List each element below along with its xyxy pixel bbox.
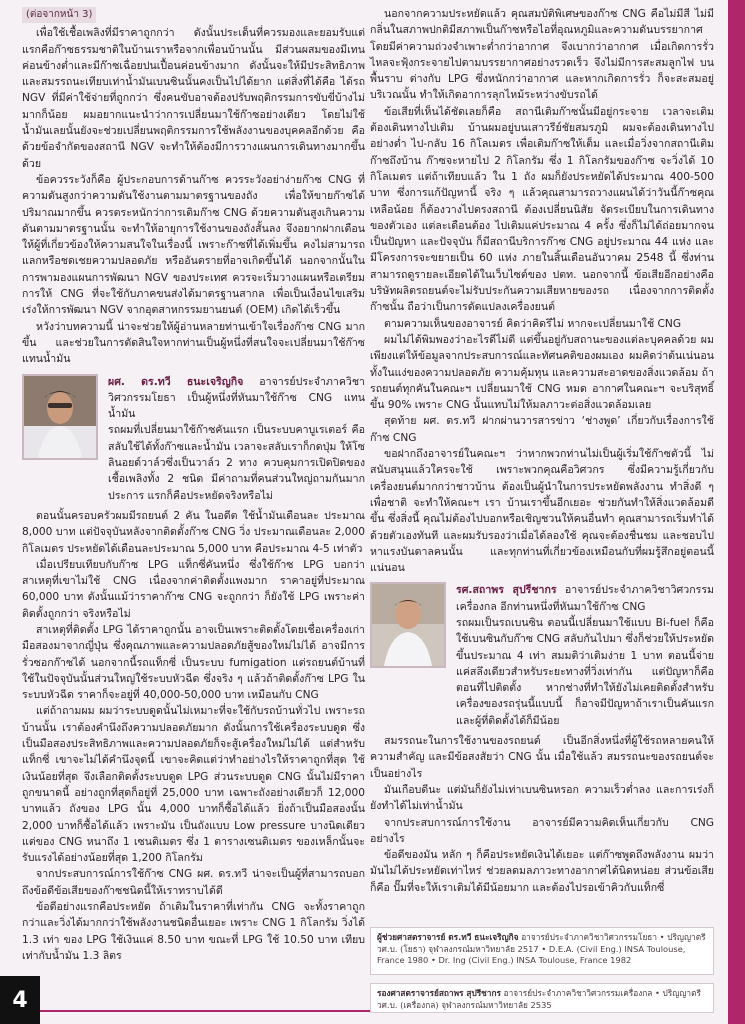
paragraph: ข้อดีของมัน หลัก ๆ ก็คือประหยัดเงินได้เยอะ แต่ก๊าซพูดถึงพลังงาน ผมว่ามันไม่ได้ประหยัดเท่าไหร่ ช่วยลดมลภาวะทางอากาศได้นิดหน่อย ส่วนข้อเสียก็คือ ปั๊มที่จะให้เราเติมได้มีน้อยมาก และต้องไปรอเข้าคิวกับแท็กซี่ — [370, 849, 714, 894]
page-divider — [40, 1010, 370, 1012]
paragraph: ตอนนั้นครอบครัวผมมีรถยนต์ 2 คัน ในอดีต ใช้น้ำมันเดือนละ ประมาณ 8,000 บาท แต่ปัจจุบันหลังจากติดตั้งก๊าซ CNG วิ่ง ประมาณเดือนละ 2,000 กิโลเมตร ประหยัดได้เดือนละประมาณ 5,000 บาท คือประมาณ 4-5 เท่าตัว — [22, 509, 365, 555]
page-number: 4 — [0, 976, 40, 1024]
paragraph: ขอฝากถึงอาจารย์ในคณะฯ ว่าหากพวกท่านไม่เป็นผู้เริ่มใช้ก๊าซตัวนี้ ไม่สนับสนุนแล้วใครจะใช้ เพราะพวกคุณคือวิศวกร ซึ่งมีความรู้เกี่ยวกับเครื่องยนต์มากกว่าชาวบ้าน ต้องเป็นผู้นำในการประหยัดพลังงาน ทำสิ่งดี ๆ เพื่อชาติ จะทำให้คณะฯ เรา บ้านเราขึ้นอีกเยอะ ช่วยกันทำให้สิ่งแวดล้อมดีขึ้น ซึ่งสิ่งนี้ คุณไม่ต้องไปบอกหรือเชิญชวนให้คนอื่นทำ คุณสามารถเริ่มทำได้ด้วยตัวเองทันที และผมรับรองว่าเมื่อได้ลองใช้ คุณจะต้องชื่นชม และชอบไปหาแรงบันดาลคนนั้น และทุกท่านที่เกี่ยวข้องเหมือนกับที่ผมรู้สึกอยู่ตอนนี้แน่นอน — [370, 448, 714, 575]
paragraph: ข้อควรระวังก็คือ ผู้ประกอบการด้านก๊าซ ควรระวังอย่าง่ายก๊าซ CNG ที่ความดันสูงกว่าความดันใช้งานตามมาตรฐานของถัง เพื่อให้ขายก๊าซได้ปริมาณมากขึ้น ควรตระหนักว่าการเติมก๊าซ CNG ด้วยความดันสูงเกินความดันตามมาตรฐานนั้น จะทำให้อายุการใช้งานของถังสั้นลง จึงอยากฝากเตือนให้ผู้ที่เกี่ยวข้องให้ความสนใจในเรื่องนี้ เพราะก๊าซที่ได้เพิ่มขึ้น คงไม่สามารถแลกหรือชดเชยความปลอดภัย หรืออันตรายที่อาจเกิดขึ้นได้ นอกจากนั้นในการพามองแผนการพัฒนา NGV ของประเทศ ควรจะเริ่มวางแผนหรือเตรียมการให้ CNG ที่จะใช้กับภาคขนส่งได้มาตรฐานสากล เพื่อเป็นเงื่อนไขเสริม เร่งให้การพัฒนา NGV จากอุตสาหกรรมยานยนต์ (OEM) เกิดได้เร็วขึ้น — [22, 173, 365, 317]
portrait-photo-1 — [22, 374, 98, 460]
speaker-intro: อาจารย์ประจำภาควิชาวิศวกรรมเครื่องกล อีกท่านหนึ่งที่หันมาใช้ก๊าซ CNG — [456, 584, 714, 613]
paragraph: ข้อดีอย่างแรกคือประหยัด ถ้าเติมในราคาที่เท่ากัน CNG จะทั้งราคาถูกกว่าและวิ่งได้มากกว่าใช้พลังงานชนิดอื่นเยอะ เพราะ CNG 1 กิโลกรัม วิ่งได้ 1.3 เท่า ของ LPG ใช้เงินแค่ 8.50 บาท ขณะที่ LPG ใช้ 10.50 บาท เทียบเท่ากับน้ำมัน 1.3 ลิตร — [22, 901, 365, 962]
accent-band — [728, 0, 745, 1024]
paragraph: แต่ถ้าถามผม ผมว่าระบบดูดนั้นไม่เหมาะที่จะใช้กับรถบ้านทั่วไป เพราะรถบ้านนั้น เราต้องคำนึงถึงความปลอดภัยมาก ดังนั้นการใช้เครื่องระบบดูด ซึ่งเป็นมือสองประสิทธิภาพและความปลอดภัยก็จะสู้เครื่องใหม่ไม่ได้ แต่สำหรับแท็กซี่ เขาจะไม่ได้คำนึงจุดนี้ เขาจะคิดแต่ว่าทำอย่างไรให้ราคาถูกที่สุด ใช้เงินน้อยที่สุด จึงเลือกติดตั้งระบบดูด LPG ส่วนระบบดูด CNG นั้นไม่มีราคาถูกขนาดนี้ อย่างถูกที่สุดก็อยู่ที่ 25,000 บาท เฉพาะถังอย่างเดียวก็ 12,000 บาทแล้ว ถังของ LPG นั้น 4,000 บาทก็ซื้อได้แล้ว ยิ่งถ้าเป็นมือสองนั้น 2,000 บาทก็ซื้อได้แล้ว เพราะมัน เป็นถังแบบ Low pressure บางนิดเดียว แต่ของ CNG หนาถึง 1 เซนติเมตร ซึ่ง 1 ตารางเซนติเมตร ของเหล็กนั้นจะรับแรงได้อย่างน้อยที่สุด 1,200 กิโลกรัม — [22, 705, 365, 865]
paragraph: สมรรถนะในการใช้งานของรถยนต์ เป็นอีกสิ่งหนึ่งที่ผู้ใช้รถหลายคนให้ความสำคัญ และมีข้อสงสัยว่า CNG นั้น เมื่อใช้แล้ว สมรรถนะของรถยนต์จะเป็นอย่างไร — [370, 735, 714, 780]
speaker-quote: รถผมที่เปลี่ยนมาใช้ก๊าซคันแรก เป็นระบบคาบูเรเตอร์ คือสลับใช้ได้ทั้งก๊าซและน้ำมัน เวลาจะสลับเราก็กดปุ่ม ให้โซลินอยด์วาล์วซึ่งเป็นวาล์ว 2 ทาง ควบคุมการเปิดปิดของเชื้อเพลิงทั้ง 2 ชนิด มีค่าถามที่คนส่วนใหญ่ถามกันมาก ประการ แรกก็คือประหยัดจริงหรือไม่ — [108, 424, 365, 502]
paragraph: จากประสบการณ์การใช้งาน อาจารย์มีความคิดเห็นเกี่ยวกับ CNG อย่างไร — [370, 816, 714, 845]
portrait-photo-icon — [372, 584, 444, 666]
paragraph: นอกจากความประหยัดแล้ว คุณสมบัติพิเศษของก๊าซ CNG คือไม่มีสี ไม่มีกลิ่นในสภาพปกติมีสภาพเป็นก๊าซหรือไอที่อุณหภูมิและความดันบรรยากาศ โดยมีค่าความถ่วงจำเพาะต่ำกว่าอากาศ จึงเบากว่าอากาศ เมื่อเกิดการรั่วไหลจะฟุ้งกระจายไปตามบรรยากาศอย่างรวดเร็ว จึงไม่มีการสะสมลูกไฟ บนพื้นราบ ต่างกับ LPG ซึ่งหนักกว่าอากาศ และหากเกิดการรั่ว ก็จะสะสมอยู่บริเวณนั้น ทำให้เกิดอาการลุกไหม้ระหว่างขับรถได้ — [370, 8, 714, 102]
bio-name: รองศาสตราจารย์สถาพร สุปรีชากร — [377, 988, 501, 998]
portrait-photo-2 — [370, 582, 446, 668]
bio-box — [370, 927, 714, 975]
paragraph: ผมไม่ได้พิมพองว่าอะไรดีไม่ดี แต่ขึ้นอยู่กับสถานะของแต่ละบุคคลด้วย ผมเพียงแต่ให้ข้อมูลจากประสบการณ์และทัศนคติของผมเอง ผมคิดว่าต้นเน่นอน ทั้งในแง่ของความปลอดภัย ความคุ้มทุน และความสะอาดของสิ่งแวดล้อม ถ้ารถยนต์ทุกคันในคณะฯ เปลี่ยนมาใช้ CNG หมด อากาศในคณะฯ จะบริสุทธิ์ขึ้น 90% เพราะ CNG นั้นแทบไม่ให้มลภาวะต่อสิ่งแวดล้อมเลย — [370, 333, 714, 412]
speaker-name: ผศ. ดร.ทวี ธนะเจริญกิจ — [108, 375, 244, 388]
bio-detail: อาจารย์ประจำภาควิชาวิศวกรรมเครื่องกล • ปริญญาตรี วศ.บ. (เครื่องกล) จุฬาลงกรณ์มหาวิทยาลัย 2535 — [377, 988, 701, 1010]
bio-box — [370, 983, 714, 1013]
paragraph: เมื่อเปรียบเทียบกับก๊าซ LPG แท็กซี่คันหนึ่ง ซึ่งใช้ก๊าซ LPG บอกว่า สาเหตุที่เขาไม่ใช้ CNG เนื่องจากค่าติดตั้งแพงมาก ราคาอยู่ที่ประมาณ 60,000 บาท ดังนั้นแม้ว่าราคาก๊าซ CNG จะถูกกว่า ก็ยังใช้ LPG เพราะค่าติดตั้งถูกกว่า จริงหรือไม่ — [22, 558, 365, 620]
paragraph: สุดท้าย ผศ. ดร.ทวี ฝากผ่านวารสารข่าว ‘ช่างพูด’ เกี่ยวกับเรื่องการใช้ก๊าซ CNG — [370, 415, 714, 444]
speaker-block — [22, 374, 365, 504]
bio-name: ผู้ช่วยศาสตราจารย์ ดร.ทวี ธนะเจริญกิจ — [377, 932, 519, 942]
speaker-name: รศ.สถาพร สุปรีชากร — [456, 584, 557, 597]
paragraph: จากประสบการณ์การใช้ก๊าซ CNG ผศ. ดร.ทวี น่าจะเป็นผู้ที่สามารถบอกถึงข้อดีข้อเสียของก๊าซชนิดนี้ให้เราทราบได้ดี — [22, 868, 365, 897]
paragraph: ตามความเห็นของอาจารย์ คิดว่าคิดรึไม่ หากจะเปลี่ยนมาใช้ CNG — [384, 317, 682, 330]
paragraph: หวังว่าบทความนี้ น่าจะช่วยให้ผู้อ่านหลายท่านเข้าใจเรื่องก๊าซ CNG มากขึ้น และช่วยในการตัดสินใจหากท่านเป็นผู้หนึ่งที่สนใจจะเปลี่ยนมาใช้ก๊าซแทนน้ำมัน — [22, 320, 365, 366]
right-column — [370, 6, 714, 896]
speaker-block — [370, 582, 714, 729]
speaker-quote: รถผมเป็นรถเบนซิน ตอนนี้เปลี่ยนมาใช้แบบ Bi-fuel ก็คือใช้เบนซินกับก๊าซ CNG สลับกันไปมา ซึ่งก็ช่วยให้ประหยัดขึ้นประมาณ 4 เท่า สมมติว่าเติมง่าย 1 บาท ตอนนี้จ่ายแค่สลึงเดียวสำหรับระยะทางที่วิ่งเท่ากัน แต่ปัญหาก็คือ ตอนที่ไปติดตั้ง หากช่างที่ทำให้ยังไม่เคยติดตั้งสำหรับเครื่องของรถรุ่นนี้แบบนี้ ก็อาจมีปัญหาถ้าเราเป็นคันแรก และผู้ที่ติดตั้งได้ก็มีน้อย — [456, 616, 714, 727]
paragraph: ข้อเสียที่เห็นได้ชัดเลยก็คือ สถานีเติมก๊าซนั้นมีอยู่กระจาย เวลาจะเติม ต้องเดินทางไปเติม บ้านผมอยู่บนเสาวรีย์ชัยสมรภูมิ ผมจะต้องเดินทางไปอย่างต่ำ ไป-กลับ 16 กิโลเมตร เพื่อเติมก๊าซให้เต็ม และเมื่อวิ่งจากสถานีเติมก๊าซถึงบ้าน ก๊าซจะหายไป 2 กิโลกรัม ซึ่ง 1 กิโลกรัมของก๊าซ จะวิ่งได้ 10 กิโลเมตร แต่ถ้าเทียบแล้ว ใน 1 ถัง ผมก็ยังประหยัดได้ประมาณ 400-500 บาท ซึ่งการแก้ปัญหานี้ จริง ๆ แล้วคุณสามารถวางแผนได้ว่าวันนี้ก๊าซคุณเหลือน้อย ก็ต้องวางไปตรงสถานี ต้องเปลี่ยนนิสัย จัดระเบียบในการเดินทางของตัวเอง แต่ละเดือนต้อง ไปเติมแค่ประมาณ 4 ครั้ง ซึ่งก็ไม่ได้ถ่อยมากจนเป็นปัญหา และปัจจุบัน ก็มีสถานีบริการก๊าซ CNG อยู่ประมาณ 44 แห่ง และมีโครงการจะขยายเป็น 60 แห่ง ภายในสิ้นเดือนอันวาคม 2548 นี้ ซึ่งท่านสามารถดูรายละเอียดได้ในเว็บไซต์ของ ปตท. นอกจากนี้ ข้อเสียอีกอย่างคือ บริษัทผลิตรถยนต์จะไม่รับประกันความเสียหายของรถ เนื่องจากการติดตั้งก๊าซนั้น ถือว่าเป็นการดัดแปลงเครื่องยนต์ — [370, 105, 714, 314]
portrait-photo-icon — [24, 376, 96, 458]
paragraph: เพื่อใช้เชื้อเพลิงที่มีราคาถูกกว่า ดังนั้นประเด็นที่ควรมองและยอมรับแต่แรกคือก๊าซธรรมชาติในบ้านเราหรือจากเพื่อนบ้านนั้น มีส่วนผสมของมีเทนค่อนข้างต่ำและมีก๊าซเฉื่อยปนเปื้อนค่อนข้างมาก ดังนั้นจะให้มีประสิทธิภาพและสมรรถนะเทียบเท่าน้ำมันเบนซินนั้นคงเป็นไปได้ยาก แต่สิ่งที่ได้คือ ได้รถ NGV ที่มีค่าใช้จ่ายที่ถูกกว่า ซึ่งคนขับอาจต้องปรับพฤติกรรมการขับขี่บ้างไม่มากก็น้อย ผมอยากแนะนำว่าการเปลี่ยนมาใช้ก๊าซอย่างเดียว โดยไม่ใช้น้ำมันเลยนั้นยังจะช่วยเปลี่ยนพฤติกรรมการใช้พลังงานของบุคคลอีกด้วย คือด้วยข้อจำกัดของสถานี NGV จะทำให้ต้องมีการวางแผนการเดินทางมากขึ้นด้วย — [22, 27, 365, 170]
bio-detail: อาจารย์ประจำภาควิชาวิศวกรรมโยธา • ปริญญาตรี วศ.บ. (โยธา) จุฬาลงกรณ์มหาวิทยาลัย 2517 • D.E.A. (Civil Eng.) INSA Toulouse, France 1980 • Dr. Ing (Civil Eng.) INSA Toulouse, France 1982 — [377, 932, 706, 965]
paragraph: สาเหตุที่ติดตั้ง LPG ได้ราคาถูกนั้น อาจเป็นเพราะติดตั้งโดยเชื่อเครื่องเก่ามือสองมาจากญี่ปุ่น ซึ่งคุณภาพและความปลอดภัยสู้ของใหม่ไม่ได้ อาจมีการรั่วซอกก๊าซได้ นอกจากนี้รถแท็กซี่ เป็นระบบ fumigation แต่รถยนต์บ้านที่ใช้ในปัจจุบันนั้นส่วนใหญ่ใช้ระบบหัวฉีด ซึ่งจริง ๆ แล้วถ้าติดตั้งก๊าซ LPG ในระบบหัวฉีด ราคาก็จะอยู่ที่ 40,000-50,000 บาท เหมือนกับ CNG — [22, 623, 365, 702]
left-column — [22, 6, 365, 964]
paragraph: มันเกือบดีนะ แต่มันก็ยังไม่เท่าเบนซินหรอก ความเร็วต่ำลง และการเร่งก็ยังทำได้ไม่เท่าน้ำมัน — [370, 783, 714, 813]
speaker-intro: อาจารย์ประจำภาควิชาวิศวกรรมโยธา เป็นผู้หนึ่งที่หันมาใช้ก๊าซ CNG แทนน้ำมัน — [108, 375, 365, 421]
continued-label: (ต่อจากหน้า 3) — [22, 7, 96, 23]
